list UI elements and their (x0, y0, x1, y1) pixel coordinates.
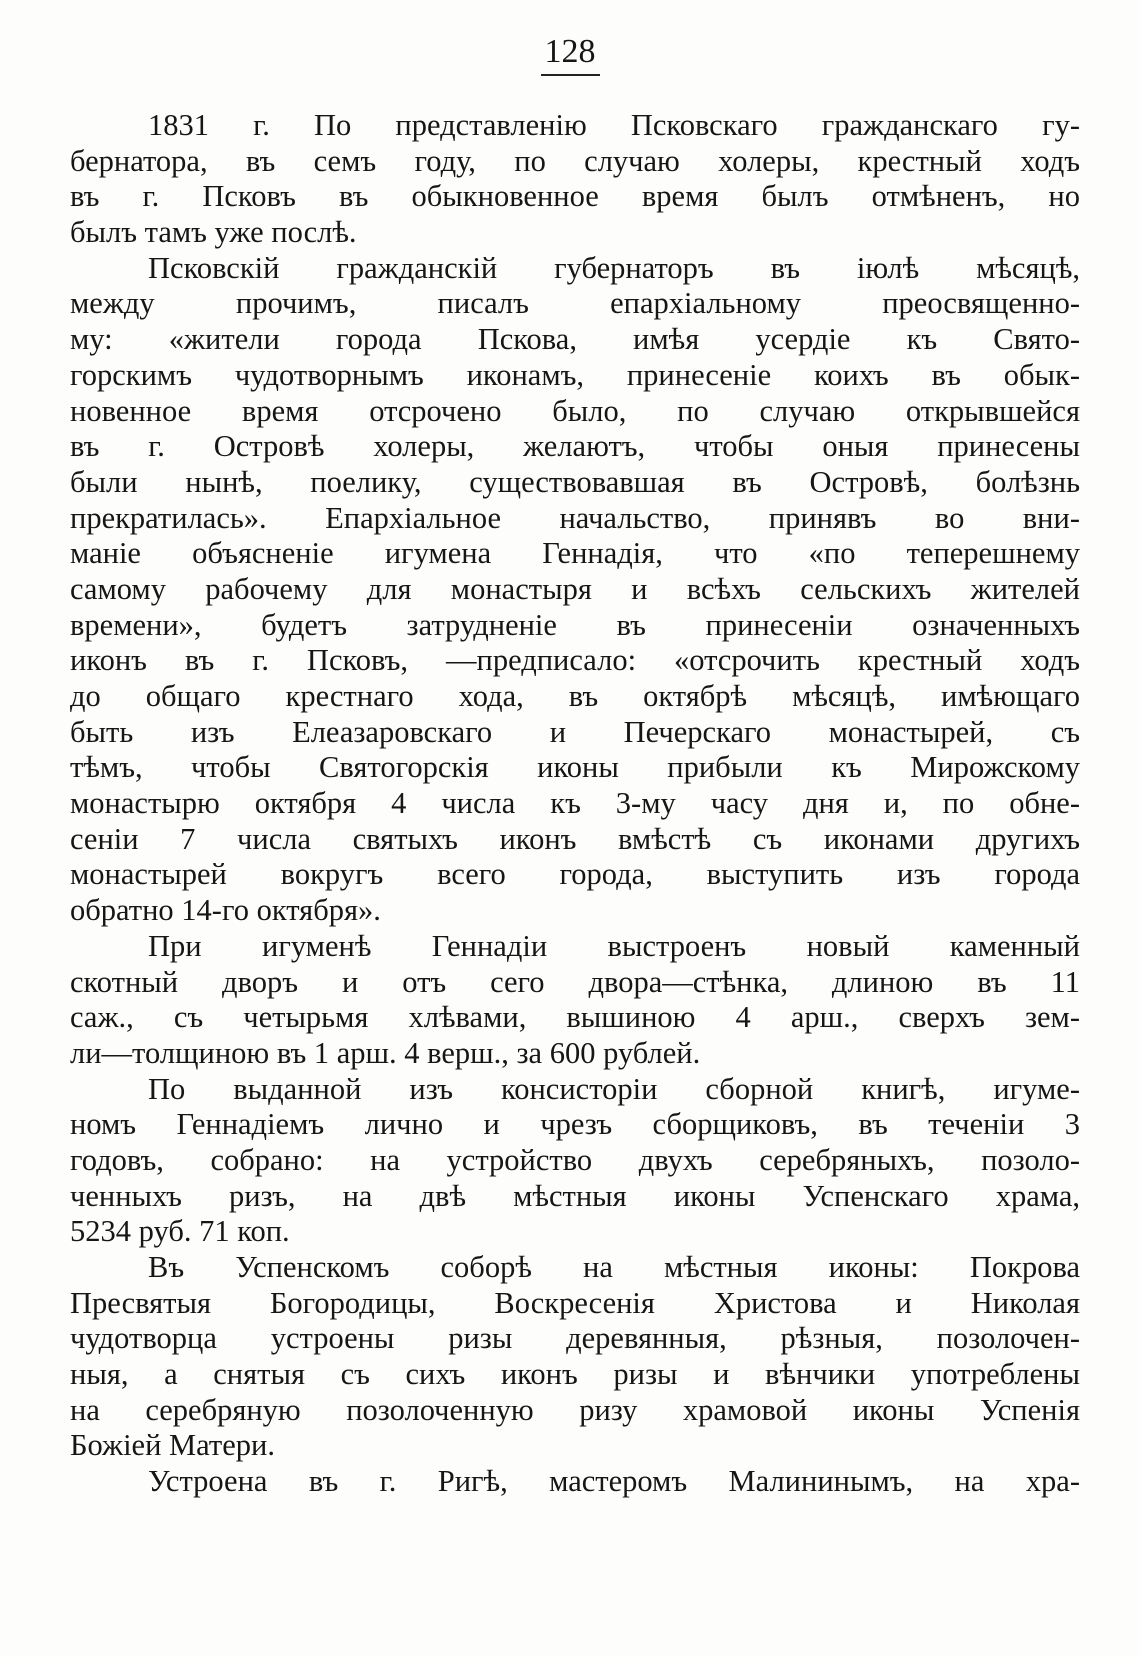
text-line: въ г. Псковъ въ обыкновенное время былъ отмѣненъ, но (70, 179, 1080, 214)
text-line: По выданной изъ консисторіи сборной книгѣ, игуме- (148, 1071, 1080, 1106)
text-line: на серебряную позолоченную ризу храмовой иконы Успенія (70, 1392, 1080, 1427)
text-line: обратно 14-го октября». (70, 893, 381, 928)
text-line: новенное время отсрочено было, по случаю открывшейся (70, 393, 1080, 428)
text-line: маніе объясненіе игумена Геннадія, что «по теперешнему (70, 536, 1080, 571)
text-line: между прочимъ, писалъ епархіальному преосвященно- (70, 286, 1080, 321)
text-line: 5234 руб. 71 коп. (70, 1214, 290, 1249)
text-line: ныя, а снятыя съ сихъ иконъ ризы и вѣнчики употреблены (70, 1357, 1080, 1392)
text-line: иконъ въ г. Псковъ, —предписало: «отсрочить крестный ходъ (70, 643, 1080, 678)
text-line: горскимъ чудотворнымъ иконамъ, принесеніе коихъ въ обык- (70, 357, 1080, 392)
text-line: сеніи 7 числа святыхъ иконъ вмѣстѣ съ иконами другихъ (70, 821, 1080, 856)
text-line: скотный дворъ и отъ сего двора—стѣнка, длиною въ 11 (70, 964, 1080, 999)
text-line: прекратилась». Епархіальное начальство, принявъ во вни- (70, 500, 1080, 535)
page-number-text: 128 (541, 32, 600, 76)
page-number (0, 32, 1140, 76)
body-text (70, 108, 1080, 1500)
text-line: му: «жители города Пскова, имѣя усердіе къ Свято- (70, 322, 1080, 357)
text-line: Пресвятыя Богородицы, Воскресенія Христова и Николая (70, 1285, 1080, 1320)
text-line: Устроена въ г. Ригѣ, мастеромъ Малининымъ, на хра- (148, 1464, 1080, 1499)
text-line: 1831 г. По представленію Псковскаго гражданскаго гу- (148, 108, 1080, 142)
text-line: самому рабочему для монастыря и всѣхъ сельскихъ жителей (70, 571, 1080, 606)
text-line: ли—толщиною въ 1 арш. 4 верш., за 600 рублей. (70, 1035, 701, 1070)
text-line: При игуменѣ Геннадіи выстроенъ новый каменный (148, 928, 1080, 963)
text-line: саж., съ четырьмя хлѣвами, вышиною 4 арш., сверхъ зем- (70, 1000, 1080, 1035)
text-line: былъ тамъ уже послѣ. (70, 215, 357, 250)
text-line: до общаго крестнаго хода, въ октябрѣ мѣсяцѣ, имѣющаго (70, 679, 1080, 713)
text-line: быть изъ Елеазаровскаго и Печерскаго монастырей, съ (70, 714, 1080, 749)
text-line: Въ Успенскомъ соборѣ на мѣстныя иконы: Покрова (148, 1250, 1080, 1284)
text-line: ченныхъ ризъ, на двѣ мѣстныя иконы Успенскаго храма, (70, 1178, 1080, 1213)
text-line: Псковскій гражданскій губернаторъ въ іюлѣ мѣсяцѣ, (148, 250, 1080, 285)
text-line: Божіей Матери. (70, 1428, 275, 1463)
text-line: въ г. Островѣ холеры, желаютъ, чтобы оныя принесены (70, 429, 1080, 464)
text-line: бернатора, въ семъ году, по случаю холеры, крестный ходъ (70, 143, 1080, 178)
text-line: годовъ, собрано: на устройство двухъ серебряныхъ, позоло- (70, 1142, 1080, 1177)
text-line: номъ Геннадіемъ лично и чрезъ сборщиковъ, въ теченіи 3 (70, 1107, 1080, 1142)
text-line: времени», будетъ затрудненіе въ принесеніи означенныхъ (70, 607, 1080, 642)
text-line: чудотворца устроены ризы деревянныя, рѣзныя, позолочен- (70, 1321, 1080, 1356)
text-line: монастырей вокругъ всего города, выступить изъ города (70, 857, 1080, 892)
text-line: монастырю октября 4 числа къ 3-му часу дня и, по обне- (70, 786, 1080, 821)
text-line: были нынѣ, поелику, существовавшая въ Островѣ, болѣзнь (70, 464, 1080, 499)
text-line: тѣмъ, чтобы Святогорскія иконы прибыли къ Мирожскому (70, 750, 1080, 785)
